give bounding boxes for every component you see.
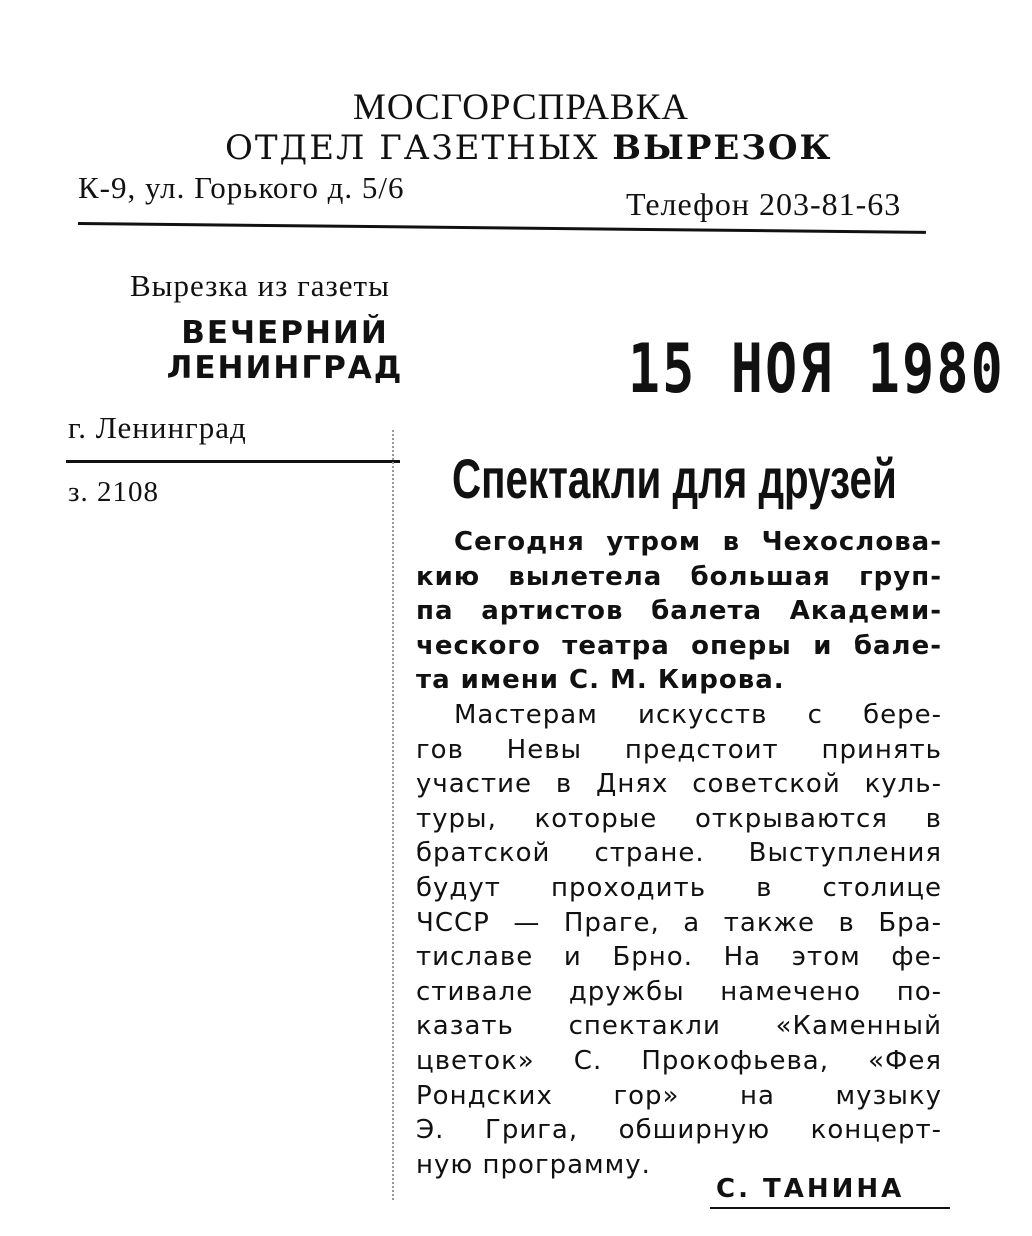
newspaper-name-line1: ВЕЧЕРНИЙ — [181, 315, 389, 351]
article-title: Спектакли для друзей — [452, 447, 897, 510]
article-line: ческого театра оперы и бале- — [416, 630, 942, 661]
article-line: ную программу. — [416, 1149, 651, 1180]
clipping-edge — [392, 430, 394, 1200]
article-line: Э. Грига, обширную концерт- — [416, 1115, 942, 1146]
article-line: ЧССР — Праге, а также в Бра- — [416, 907, 942, 938]
article-line: туры, которые открываются в — [416, 803, 942, 834]
article-line: будут проходить в столице — [416, 872, 942, 903]
article-line: та имени С. М. Кирова. — [416, 665, 785, 696]
city: г. Ленинград — [68, 410, 247, 445]
newspaper-name — [160, 316, 410, 386]
article-line: казать спектакли «Каменный — [416, 1011, 942, 1042]
article-line: Рондских гор» на музыку — [416, 1080, 942, 1111]
department-name — [225, 128, 832, 168]
header-divider — [78, 222, 926, 234]
order-number: з. 2108 — [68, 476, 159, 508]
article-line: Мастерам искусств с бере- — [454, 699, 942, 730]
newspaper-name-line2: ЛЕНИНГРАД — [166, 350, 404, 386]
author-underline — [710, 1207, 950, 1209]
article-line: участие в Днях советской куль- — [416, 769, 942, 800]
article-line: стивале дружбы намечено по- — [416, 976, 942, 1007]
clipping-label: Вырезка из газеты — [130, 268, 390, 303]
department-name-prefix: ОТДЕЛ ГАЗЕТНЫХ — [225, 128, 600, 168]
article-author: С. ТАНИНА — [716, 1174, 905, 1204]
article-line: цветок» С. Прокофьева, «Фея — [416, 1045, 942, 1076]
article-line: гов Невы предстоит принять — [416, 734, 942, 765]
article-line: па артистов балета Академи- — [416, 596, 942, 627]
article-line: кию вылетела большая груп- — [416, 561, 942, 592]
left-divider — [66, 460, 400, 463]
department-name-bold: ВЫРЕЗОК — [612, 128, 833, 168]
article-body — [416, 525, 942, 1182]
address: К-9, ул. Горького д. 5/6 — [78, 170, 405, 205]
organization-name: МОСГОРСПРАВКА — [352, 87, 689, 128]
date-stamp: 15 НОЯ 1980 — [628, 330, 1006, 409]
article-line: братской стране. Выступления — [416, 838, 942, 869]
article-line: Сегодня утром в Чехослова- — [454, 527, 942, 557]
article-line: тиславе и Брно. На этом фе- — [416, 942, 942, 973]
phone: Телефон 203-81-63 — [626, 186, 902, 222]
